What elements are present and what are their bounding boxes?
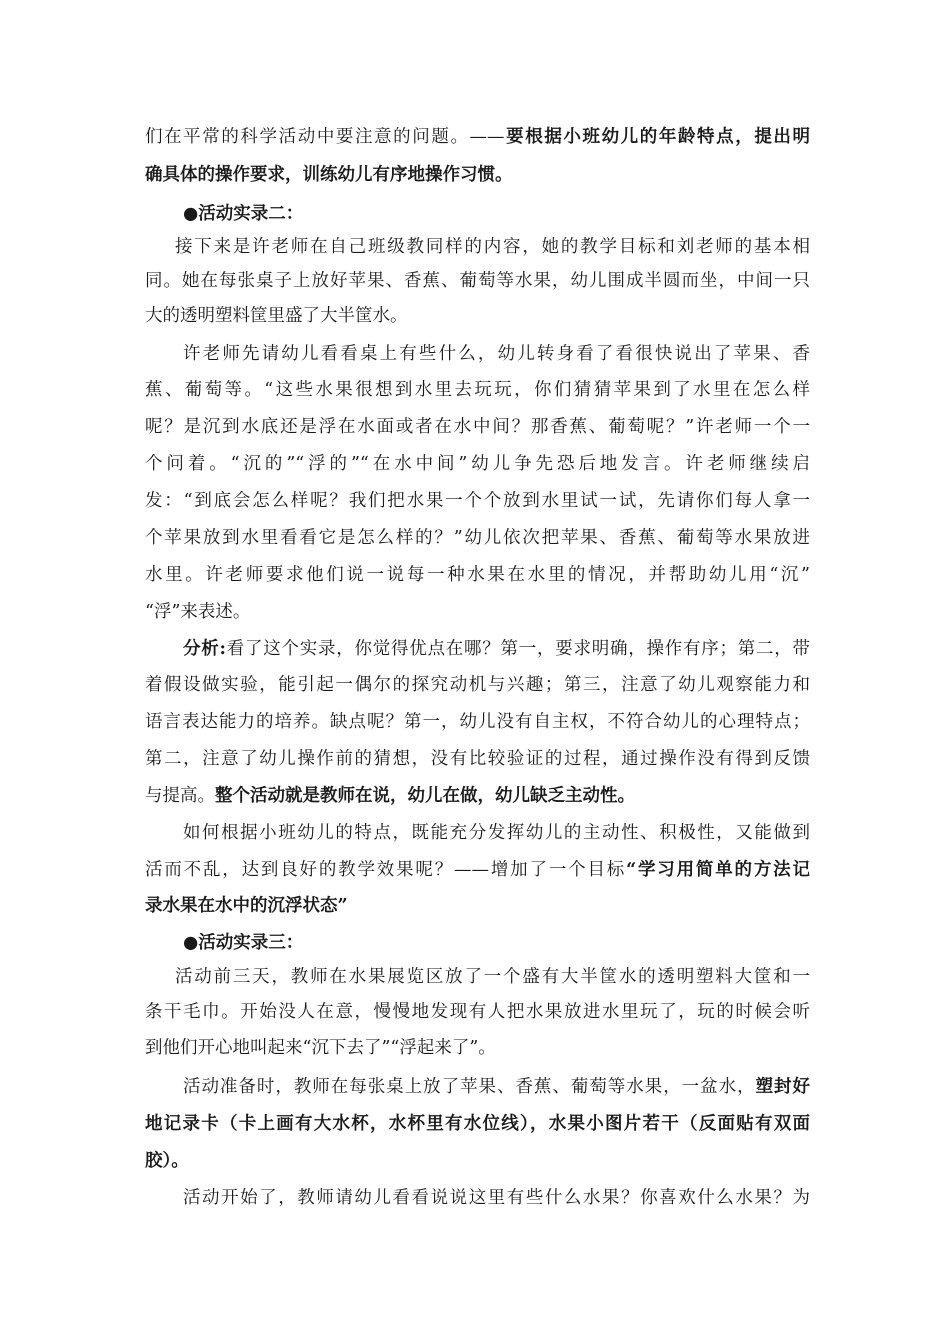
paragraph-line: 发：“到底会怎么样呢？我们把水果一个个放到水里试一试，先请你们每人拿一 (145, 491, 810, 511)
paragraph-line (183, 1072, 810, 1102)
paragraph-line: 呢？是沉到水底还是浮在水面或者在水中间？那香蕉、葡萄呢？”许老师一个一 (145, 417, 810, 437)
paragraph-line: 大的透明塑料筐里盛了大半筐水。 (145, 306, 408, 326)
paragraph-line: 录水果在水中的沉浮状态” (145, 896, 348, 916)
paragraph-line: “浮”来表述。 (145, 602, 251, 622)
paragraph-line (145, 855, 810, 885)
paragraph-line: 水里。许老师要求他们说一说每一种水果在水里的情况，并帮助幼儿用“沉” (145, 565, 810, 585)
paragraph-line: 语言表达能力的培养。缺点呢？第一，幼儿没有自主权，不符合幼儿的心理特点； (145, 712, 810, 732)
paragraph-line: 同。她在每张桌子上放好苹果、香蕉、葡萄等水果，幼儿围成半圆而坐，中间一只 (145, 271, 810, 291)
bold-text-run: “学习用简单的方法记 (626, 860, 810, 880)
paragraph-line: 个问着。“沉的”“浮的”“在水中间”幼儿争先恐后地发言。许老师继续启 (145, 454, 810, 474)
paragraph-line (145, 122, 810, 152)
paragraph-line: 活动开始了，教师请幼儿看看说说这里有些什么水果？你喜欢什么水果？为 (183, 1188, 810, 1208)
paragraph-line: 确具体的操作要求，训练幼儿有序地操作习惯。 (145, 165, 513, 185)
paragraph-line: 个苹果放到水里看看它是怎么样的？”幼儿依次把苹果、香蕉、葡萄等水果放进 (145, 528, 810, 548)
paragraph-line: 第二，注意了幼儿操作前的猜想，没有比较验证的过程，通过操作没有得到反馈 (145, 749, 810, 769)
paragraph-line (183, 634, 810, 664)
paragraph-line (145, 781, 810, 811)
bold-text-run: 整个活动就是教师在说，幼儿在做，幼儿缺乏主动性。 (215, 786, 635, 806)
paragraph-line: 如何根据小班幼儿的特点，既能充分发挥幼儿的主动性、积极性，又能做到 (183, 823, 810, 843)
paragraph-line: 到他们开心地叫起来“沉下去了”“浮起来了”。 (145, 1038, 496, 1058)
paragraph-line: 着假设做实验，能引起一偶尔的探究动机与兴趣；第三，注意了幼儿观察能力和 (145, 675, 810, 695)
text-run: 看了这个实录，你觉得优点在哪？第一，要求明确，操作有序；第二，带 (225, 639, 810, 659)
analysis-label: 分析: (183, 639, 226, 659)
paragraph-line: 胶）。 (145, 1151, 189, 1171)
paragraph-line: 接下来是许老师在自己班级教同样的内容，她的教学目标和刘老师的基本相 (175, 237, 810, 257)
paragraph-line: 条干毛巾。开始没人在意，慢慢地发现有人把水果放进水里玩了，玩的时候会听 (145, 1002, 810, 1022)
text-run: 与提高。 (145, 786, 215, 806)
paragraph-line: 许老师先请幼儿看看桌上有些什么，幼儿转身看了看很快说出了苹果、香 (183, 344, 810, 364)
bold-text-run: 塑封好 (755, 1077, 810, 1097)
text-run: 活而不乱，达到良好的教学效果呢？——增加了一个目标 (145, 860, 627, 880)
section-heading: ●活动实录三： (183, 933, 304, 953)
paragraph-line: 蕉、葡萄等。“这些水果很想到水里去玩玩，你们猜猜苹果到了水里在怎么样 (145, 380, 810, 400)
section-heading: ●活动实录二： (183, 204, 304, 224)
paragraph-line: 地记录卡（卡上画有大水杯，水杯里有水位线），水果小图片若干（反面贴有双面 (145, 1114, 810, 1134)
text-run: 们在平常的科学活动中要注意的问题。—— (145, 127, 505, 147)
text-run: 活动准备时，教师在每张桌上放了苹果、香蕉、葡萄等水果，一盆水， (183, 1077, 756, 1097)
bold-text-run: 要根据小班幼儿的年龄特点，提出明 (504, 127, 810, 147)
paragraph-line: 活动前三天，教师在水果展览区放了一个盛有大半筐水的透明塑料大筐和一 (175, 967, 810, 987)
